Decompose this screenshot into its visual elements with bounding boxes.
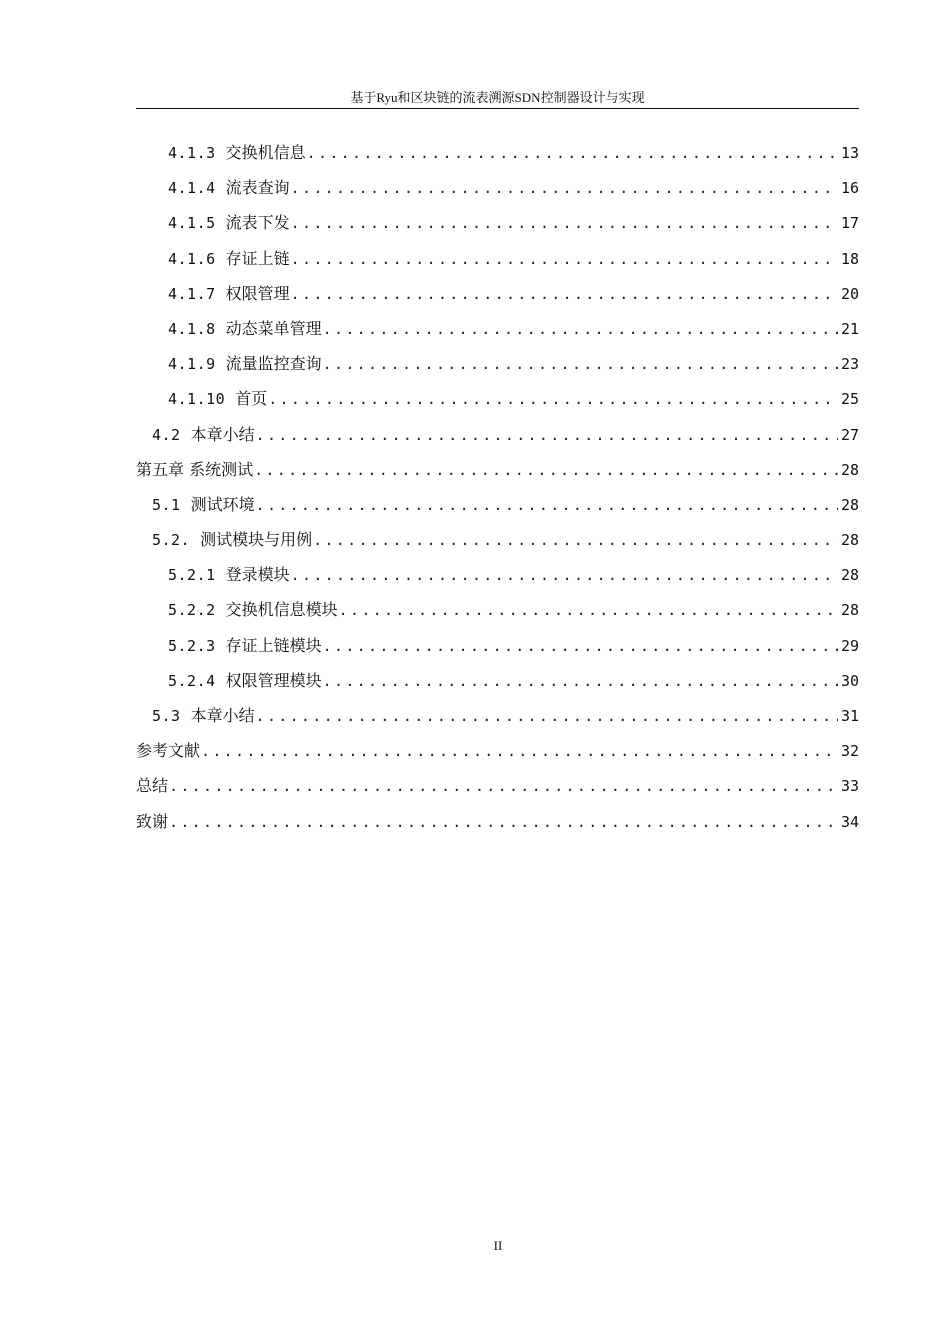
toc-entry-title: 本章小结 — [190, 706, 255, 725]
toc-entry-page: 18 — [840, 249, 859, 268]
toc-entry-page: 25 — [840, 390, 859, 409]
toc-entry[interactable] — [136, 668, 859, 703]
toc-entry-number: 5.2.3 — [168, 636, 216, 655]
toc-entry-page: 33 — [840, 777, 859, 796]
toc-entry[interactable] — [136, 210, 859, 245]
toc-dot-leader — [323, 637, 838, 655]
toc-dot-leader — [256, 496, 838, 514]
toc-entry-title: 动态菜单管理 — [225, 318, 322, 338]
toc-entry[interactable] — [136, 597, 859, 632]
toc-entry-title: 总结 — [136, 776, 169, 796]
toc-entry-page: 27 — [840, 425, 859, 444]
toc-entry-page: 20 — [840, 284, 859, 303]
toc-dot-leader — [256, 707, 838, 725]
toc-entry-page: 34 — [840, 812, 859, 831]
toc-entry[interactable] — [136, 773, 859, 808]
toc-dot-leader — [291, 250, 838, 268]
toc-dot-leader — [323, 355, 838, 373]
toc-entry-title: 存证上链模块 — [225, 635, 322, 655]
toc-entry-page: 30 — [840, 671, 859, 690]
toc-entry[interactable] — [136, 351, 859, 386]
toc-entry-title: 交换机信息 — [225, 143, 306, 162]
toc-dot-leader — [201, 742, 838, 760]
toc-entry-page: 28 — [840, 495, 859, 514]
toc-entry-number: 4.1.4 — [168, 179, 216, 198]
toc-entry-number: 5.1 — [152, 495, 181, 514]
toc-entry[interactable] — [136, 527, 859, 562]
toc-entry[interactable] — [136, 457, 859, 492]
toc-entry-number: 5.3 — [152, 707, 181, 725]
toc-entry-page: 28 — [840, 460, 859, 479]
toc-dot-leader — [169, 777, 838, 795]
toc-entry-number: 4.2 — [152, 425, 181, 444]
toc-dot-leader — [291, 179, 838, 197]
toc-entry-number: 4.1.3 — [168, 144, 216, 162]
toc-dot-leader — [323, 672, 838, 690]
toc-entry[interactable] — [136, 422, 859, 457]
toc-entry-page: 32 — [840, 742, 859, 761]
toc-entry-title: 第五章 系统测试 — [136, 459, 254, 479]
toc-dot-leader — [323, 320, 838, 338]
toc-entry-number: 5.2.1 — [168, 566, 216, 585]
toc-dot-leader — [307, 144, 838, 162]
toc-entry-page: 23 — [840, 355, 859, 374]
toc-entry-title: 测试模块与用例 — [200, 530, 313, 550]
page-header: 基于Ryu和区块链的流表溯源SDN控制器设计与实现 — [350, 90, 645, 105]
toc-entry-number: 4.1.5 — [168, 214, 216, 233]
toc-entry[interactable] — [136, 809, 859, 844]
toc-entry-page: 29 — [840, 636, 859, 655]
toc-entry-page: 13 — [840, 144, 859, 162]
toc-entry-number: 4.1.8 — [168, 319, 216, 338]
toc-entry-title: 参考文献 — [136, 741, 201, 761]
toc-entry-title: 致谢 — [136, 811, 169, 831]
toc-dot-leader — [254, 461, 838, 479]
header-rule — [136, 108, 859, 109]
toc-entry[interactable] — [136, 175, 859, 210]
toc-entry-number: 4.1.10 — [168, 390, 226, 409]
toc-entry-page: 21 — [840, 319, 859, 338]
toc-entry-title: 本章小结 — [190, 424, 255, 444]
toc-dot-leader — [268, 390, 838, 408]
toc-entry-title: 权限管理模块 — [225, 670, 322, 690]
toc-entry[interactable] — [136, 281, 859, 316]
toc-entry-title: 流表查询 — [225, 178, 290, 198]
toc-entry-page: 16 — [840, 179, 859, 198]
toc-entry-title: 交换机信息模块 — [225, 600, 338, 620]
toc-entry-page: 28 — [840, 566, 859, 585]
toc-dot-leader — [339, 601, 838, 619]
toc-entry-page: 31 — [840, 707, 859, 725]
toc-entry[interactable] — [136, 246, 859, 281]
toc-entry[interactable] — [136, 562, 859, 597]
toc-dot-leader — [291, 214, 838, 232]
toc-entry[interactable] — [136, 140, 859, 175]
toc-dot-leader — [256, 426, 838, 444]
toc-dot-leader — [291, 566, 838, 584]
toc-entry-title: 权限管理 — [225, 283, 290, 303]
toc-entry-title: 流表下发 — [225, 213, 290, 233]
toc-dot-leader — [291, 285, 838, 303]
table-of-contents — [136, 140, 859, 844]
toc-entry-number: 4.1.7 — [168, 284, 216, 303]
toc-entry[interactable] — [136, 316, 859, 351]
toc-entry-number: 4.1.6 — [168, 249, 216, 268]
toc-entry[interactable] — [136, 492, 859, 527]
toc-entry-number: 4.1.9 — [168, 355, 216, 374]
toc-entry-title: 流量监控查询 — [225, 354, 322, 374]
toc-dot-leader — [313, 531, 838, 549]
toc-entry-title: 测试环境 — [190, 494, 255, 514]
toc-entry-title: 存证上链 — [225, 248, 290, 268]
toc-entry-page: 17 — [840, 214, 859, 233]
toc-entry[interactable] — [136, 386, 859, 421]
toc-entry-number: 5.2.2 — [168, 601, 216, 620]
toc-entry-number: 5.2. — [152, 531, 191, 550]
toc-entry[interactable] — [136, 738, 859, 773]
toc-entry-number: 5.2.4 — [168, 671, 216, 690]
toc-entry-title: 登录模块 — [225, 565, 290, 585]
toc-entry-title: 首页 — [235, 389, 268, 409]
toc-entry[interactable] — [136, 633, 859, 668]
toc-dot-leader — [169, 813, 838, 831]
toc-entry[interactable] — [136, 703, 859, 738]
page-number: II — [493, 1238, 503, 1253]
toc-entry-page: 28 — [840, 531, 859, 550]
toc-entry-page: 28 — [840, 601, 859, 620]
